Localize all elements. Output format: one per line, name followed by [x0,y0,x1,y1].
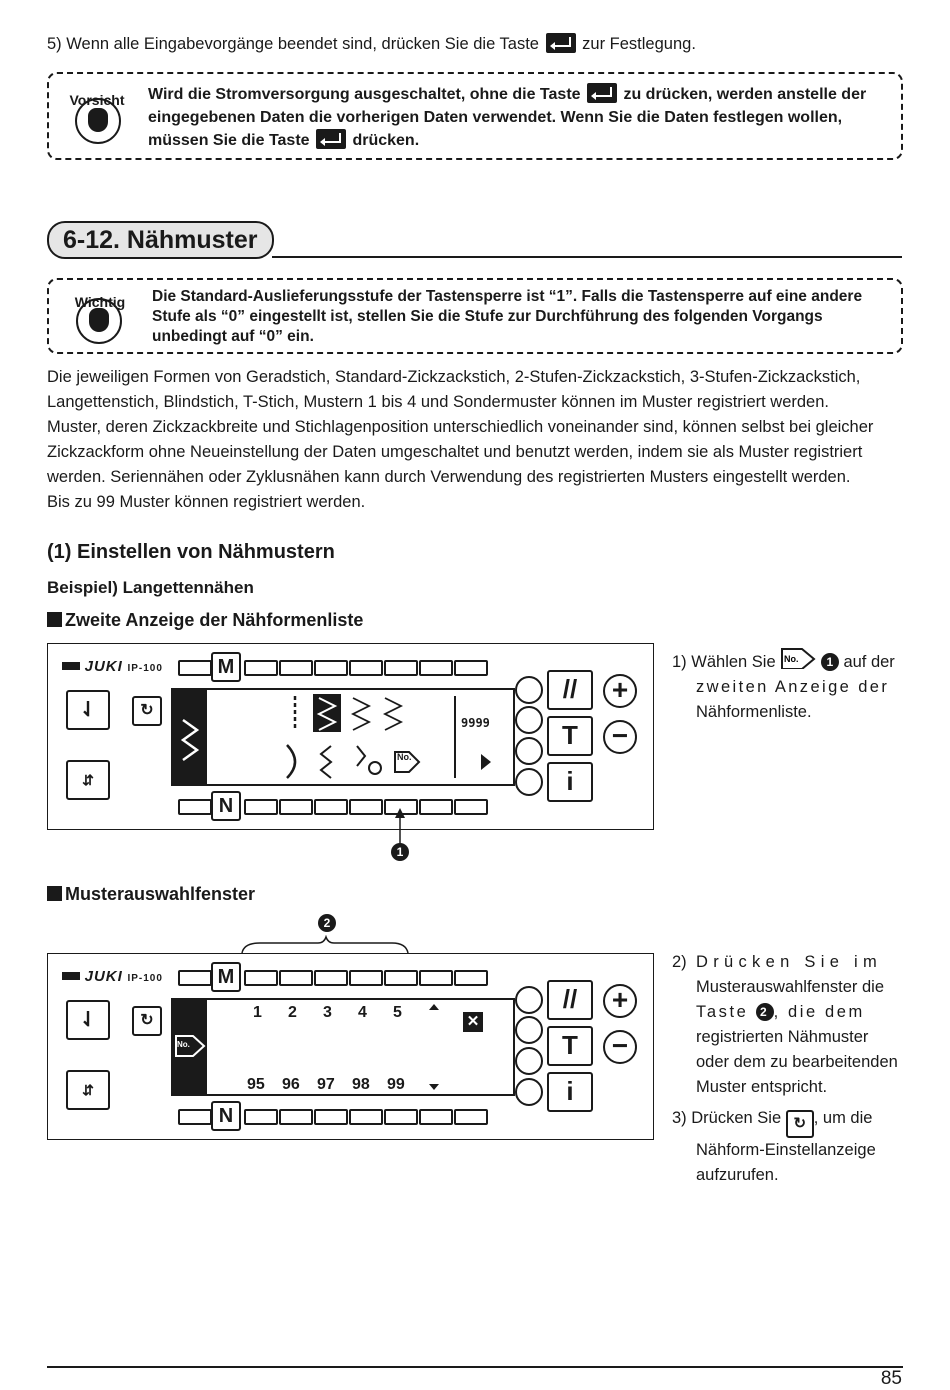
important-text [152,287,897,347]
reset-key-icon[interactable]: ↻ [132,696,162,726]
bottom-key-8[interactable] [454,799,488,815]
brand-logo: JUKI IP-100 [62,658,163,675]
marker-1-inline: 1 [821,653,839,671]
step-3: 3) Drücken Sie ↻ , um die Nähform-Einstellanzeige aufzurufen. [672,1109,876,1184]
body-line: Langettenstich, Blindstich, T-Stich, Mustern 1 bis 4 und Sondermuster können im Muster registriert werden. [47,393,829,411]
caution-line3-after: drücken. [352,132,420,149]
square-bullet-icon [47,886,62,901]
pattern-number[interactable]: 3 [323,1004,332,1021]
thread-wiper-icon[interactable] [515,1016,543,1044]
no-label: No. [397,752,412,762]
bottom-key-1[interactable] [178,799,212,815]
bottom-key-6[interactable] [384,1109,418,1125]
presser-key[interactable]: ⇃ [66,690,110,730]
subsection-title: (1) Einstellen von Nähmustern [47,541,335,563]
zigzag-indicator [173,690,207,784]
important-line1: Die Standard-Auslieferungsstufe der Tastensperre ist “1”. Falls die Tastensperre auf eine andere [152,288,863,305]
bottom-key-1[interactable] [178,1109,212,1125]
minus-key[interactable]: − [603,720,637,754]
menu-key-m[interactable]: M [211,962,241,992]
top-key-7[interactable] [419,660,453,676]
top-key-4[interactable] [314,660,348,676]
counter-key-icon[interactable]: ⇵ [66,1070,110,1110]
pattern-key-2[interactable] [279,970,313,986]
pattern-number[interactable]: 99 [387,1076,405,1093]
important-line2: Stufe als “0” eingestellt ist, stellen Sie die Stufe zur Durchführung des folgenden Vorgangs [152,308,823,325]
enter-key-icon [546,33,576,53]
caution-badge [55,84,139,150]
scissors-icon-2[interactable] [515,1078,543,1106]
thread-trim-icon[interactable] [515,676,543,704]
scroll-up-icon[interactable] [429,1004,439,1010]
pattern-number[interactable]: 5 [393,1004,402,1021]
square-bullet-icon [47,612,62,627]
no-key-icon [780,645,816,667]
pattern-number[interactable]: 97 [317,1076,335,1093]
bottom-key-3[interactable] [279,1109,313,1125]
thread-trim-icon[interactable] [515,986,543,1014]
top-key-1[interactable] [178,660,212,676]
caution-badge-label: Vorsicht [69,92,125,108]
body-line: Zickzackform ohne Neueinstellung der Daten umgeschaltet und benutzt werden, indem sie als Muster registriert [47,443,863,461]
scissors-icon-2[interactable] [515,768,543,796]
pattern-number[interactable]: 95 [247,1076,265,1093]
example-label: Beispiel) Langettennähen [47,578,254,597]
intro-text-before: 5) Wenn alle Eingabevorgänge beendet sind, drücken Sie die Taste [47,35,539,53]
figure1-caption: Zweite Anzeige der Nähformenliste [47,610,363,631]
t-key[interactable]: T [547,1026,593,1066]
body-line: werden. Seriennähen oder Zyklusnähen kann durch Verwendung des registrierten Musters eingestellt werden. [47,468,851,486]
marker-2: 2 [318,914,336,932]
body-line: Die jeweiligen Formen von Geradstich, Standard-Zickzackstich, 2-Stufen-Zickzackstich, 3-Stufen-Zickzackstich, [47,368,861,386]
pattern-key-4[interactable] [349,970,383,986]
top-key-1[interactable] [178,970,212,986]
bottom-key-7[interactable] [419,799,453,815]
step-1: 1) Wählen Sie No. 1 auf der zweiten Anzeige der Nähformenliste. [672,645,904,725]
top-key-2[interactable] [244,660,278,676]
pattern-number[interactable]: 98 [352,1076,370,1093]
page-number: 85 [880,1368,902,1389]
double-slash-key[interactable]: // [547,670,593,710]
lcd-screen-2 [171,998,515,1096]
caution-line1-before: Wird die Stromversorgung ausgeschaltet, ohne die Taste [148,86,581,103]
double-slash-key[interactable]: // [547,980,593,1020]
pattern-number[interactable]: 2 [288,1004,297,1021]
brand-logo: JUKI IP-100 [62,968,163,985]
important-badge-label: Wichtig [74,294,126,310]
enter-key-icon [316,129,346,149]
minus-key[interactable]: − [603,1030,637,1064]
bottom-key-2[interactable] [244,1109,278,1125]
section-rule [272,256,902,258]
operation-panel-2 [47,953,654,1140]
bottom-key-5[interactable] [349,799,383,815]
t-key[interactable]: T [547,716,593,756]
top-key-8[interactable] [454,970,488,986]
reset-key-icon[interactable]: ↻ [132,1006,162,1036]
scissors-icon-1[interactable] [515,737,543,765]
menu-key-m[interactable]: M [211,652,241,682]
caution-line3-before: müssen Sie die Taste [148,132,310,149]
lcd-screen-1 [171,688,515,786]
step-2: 2) Drücken Sie im Musterauswahlfenster die Taste 2 , die dem registrierten Nähmuster oder dem zu bearbeitenden Muster entspricht. [672,953,898,1096]
bottom-key-2[interactable] [244,799,278,815]
intro-text-after: zur Festlegung. [582,35,696,53]
footer-rule [47,1366,903,1368]
operation-panel-1 [47,643,654,830]
marker-1: 1 [391,843,409,861]
scroll-down-icon[interactable] [429,1084,439,1090]
body-line: Bis zu 99 Muster können registriert werden. [47,493,366,511]
intro-step [47,32,907,57]
counter-value: 9999 [461,716,490,730]
info-key[interactable]: i [547,1072,593,1112]
plus-key[interactable]: + [603,674,637,708]
bottom-key-4[interactable] [314,1109,348,1125]
figure2-caption: Musterauswahlfenster [47,884,255,905]
caution-line2: eingegebenen Daten die vorherigen Daten verwendet. Wenn Sie die Daten festlegen wollen, [148,109,843,126]
top-key-5[interactable] [349,660,383,676]
info-key[interactable]: i [547,762,593,802]
marker1-arrow-icon [390,808,410,844]
presser-key[interactable]: ⇃ [66,1000,110,1040]
menu-key-n[interactable]: N [211,1101,241,1131]
section-title: 6-12. Nähmuster [47,221,274,259]
marker2-bracket-icon [240,935,410,955]
pattern-key-1[interactable] [244,970,278,986]
body-paragraph [47,365,927,515]
top-key-7[interactable] [419,970,453,986]
body-line: Muster, deren Zickzackbreite und Stichlagenposition unterschiedlich voneinander sind, können selbst bei gleicher [47,418,874,436]
thread-wiper-icon[interactable] [515,706,543,734]
important-line3: unbedingt auf “0” ein. [152,328,314,345]
pattern-no-indicator [173,1000,207,1094]
pattern-number[interactable]: 96 [282,1076,300,1093]
pattern-key-3[interactable] [314,970,348,986]
pattern-number[interactable]: 4 [358,1004,367,1021]
top-key-3[interactable] [279,660,313,676]
important-badge [58,288,142,348]
top-key-8[interactable] [454,660,488,676]
top-key-6[interactable] [384,660,418,676]
svg-text:No.: No. [784,654,799,664]
caution-text [148,83,898,152]
plus-key[interactable]: + [603,984,637,1018]
pattern-number[interactable]: 1 [253,1004,262,1021]
bottom-key-8[interactable] [454,1109,488,1125]
scissors-icon-1[interactable] [515,1047,543,1075]
close-icon[interactable]: ✕ [463,1012,483,1032]
counter-key-icon[interactable]: ⇵ [66,760,110,800]
pattern-key-5[interactable] [384,970,418,986]
bottom-key-5[interactable] [349,1109,383,1125]
bottom-key-4[interactable] [314,799,348,815]
bottom-key-3[interactable] [279,799,313,815]
enter-key-icon [587,83,617,103]
reset-key-icon: ↻ [786,1110,814,1138]
menu-key-n[interactable]: N [211,791,241,821]
bottom-key-7[interactable] [419,1109,453,1125]
stitch-shape-icons [213,690,511,784]
no-label: No. [177,1040,190,1049]
caution-line1-after: zu drücken, werden anstelle der [623,86,867,103]
marker-2-inline: 2 [756,1003,774,1021]
